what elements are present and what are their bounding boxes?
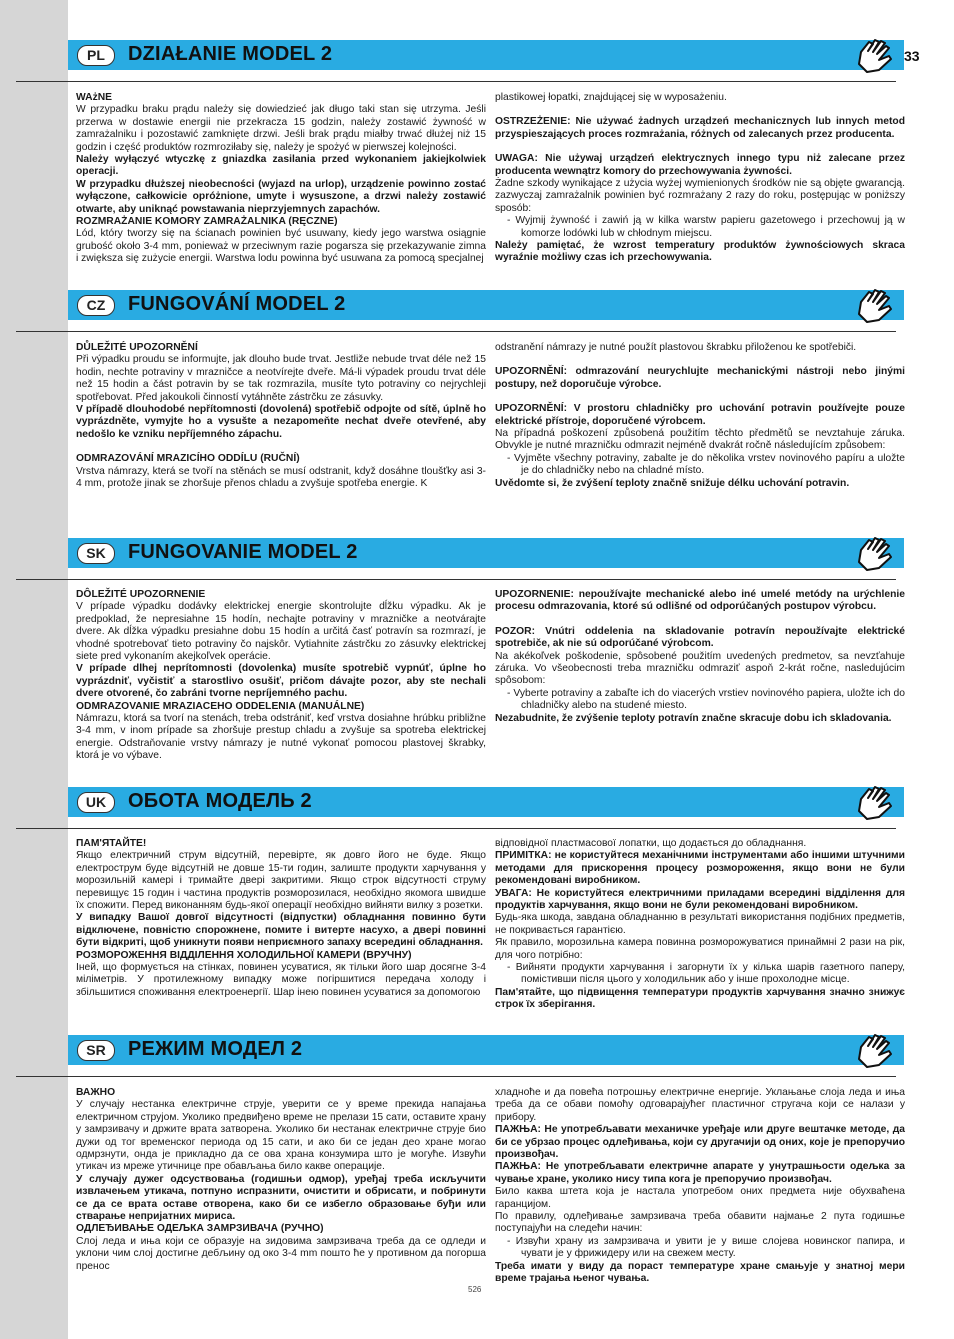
section-header-bar bbox=[68, 290, 904, 320]
header-rule bbox=[16, 1076, 896, 1077]
paragraph: Слој леда и иња који се образује на зидовима замрзивача треба да се одледи и уклони чим слој достигне дебљину од око 3-4 mm пошто ће у противном да погорша пренос bbox=[76, 1235, 486, 1272]
section-title: DZIAŁANIE MODEL 2 bbox=[128, 43, 333, 65]
paragraph: У случају дужег одсуствовања (годишњи одмор), уређај треба искључити извлачењем утикача, потпуно испразнити, очистити и обрисати, и побринути се да се врата оставе отворена, како би се избегло образовање буђи или стварање непријатних мириса. bbox=[76, 1173, 486, 1223]
paragraph: У случају нестанка електричне струје, уверити се у време прекида напајања електричном струјом. Уколико предвиђено време не прелази 15 сати, оставите храну у замрзивачу и држите врата затворена. Уколико би нестанак електричне струје био дужи од тог временског периода од 15 сати, и ако би се један део хране могао одмрзнути, онда је прикладно да се ова храна конзумира што је могуће. Извући утикач из мреже утичнице пре обављања било какве операције. bbox=[76, 1099, 486, 1173]
list-item: - Извући храну из замрзивача и увити је у више слојева новинског папира, и чувати је у фрижидеру или на свежем месту. bbox=[507, 1235, 905, 1260]
text-column-left bbox=[76, 342, 486, 490]
paragraph: Треба имати у виду да пораст температуре хране смањује у знатној мери време трајања њеног чувања. bbox=[495, 1260, 905, 1285]
language-badge: CZ bbox=[77, 295, 115, 316]
footer-page-number: 526 bbox=[468, 1285, 482, 1294]
paragraph-spacer bbox=[76, 441, 486, 453]
header-rule bbox=[16, 331, 896, 332]
paragraph: POZOR: Vnútri oddelenia na skladovanie potravín nepoužívajte elektrické spotrebiče, ak nie sú odporúčané výrobcom. bbox=[495, 625, 905, 650]
paragraph: ODMRAZOVÁNÍ MRAZICÍHO ODDÍLU (RUČNÍ) bbox=[76, 453, 300, 465]
paragraph-spacer bbox=[495, 104, 905, 116]
language-badge: UK bbox=[77, 792, 115, 813]
paragraph: Будь-яка шкода, завдана обладнанню в результаті використання подібних предметів, не покривається гарантією. bbox=[495, 912, 905, 936]
language-badge: SK bbox=[77, 543, 115, 564]
paragraph: Пам'ятайте, що підвищення температури продуктів харчування значно знижує строк їх зберігання. bbox=[495, 986, 905, 1011]
text-column-right bbox=[495, 1087, 905, 1286]
hand-icon bbox=[855, 282, 903, 330]
paragraph: Nezabudnite, že zvýšenie teploty potravín značne skracuje dobu ich skladovania. bbox=[495, 712, 892, 724]
language-badge: PL bbox=[77, 45, 115, 66]
paragraph: W przypadku braku prądu należy się dowiedzieć jak długo taki stan się utrzyma. Jeśli przerwa w dostawie energii nie przekracza 15 godzin, należy zostawić żywność w zamrażalniku i pozostawić zamknięte drzwi. Jeśli brak prądu miałby trwać dłużej niż 15 godzin i część produktów rozmroziłaby się, należy je spożyć w pierwszej kolejności. bbox=[76, 104, 486, 153]
paragraph: РОЗМОРОЖЕННЯ ВІДДІЛЕННЯ ХОЛОДИЛЬНОЇ КАМЕРИ (ВРУЧНУ) bbox=[76, 949, 412, 961]
paragraph: У випадку Вашої довгої відсутності (відпустки) обладнання повинно бути відключене, повністю спорожнене, помите і витерте насухо, а двері повинні бути відкриті, щоб уникнути появи неприємного запаху всередині обладнання. bbox=[76, 912, 486, 949]
text-column-right bbox=[495, 589, 905, 725]
paragraph: odstranění námrazy je nutné použít plastovou škrabku přiloženou ke spotřebiči. bbox=[495, 342, 857, 353]
hand-icon bbox=[855, 530, 903, 578]
paragraph: Било каква штета која је настала употребом оних предмета није обухваћена гаранцијом. bbox=[495, 1186, 905, 1210]
section-title: РЕЖИМ МОДЕЛ 2 bbox=[128, 1038, 303, 1060]
paragraph: WAżNE bbox=[76, 92, 113, 103]
paragraph: Námrazu, ktorá sa tvorí na stenách, treba odstrániť, keď vrstva dosiahne hrúbku približne 3-4 mm, v inom prípade sa zhoršuje prestup chladu a zvyšuje sa spotreba elektrickej energie. Odstraňovanie vrstvy námrazy je nutné vykonať pomocou plastovej škrabky, ktorá je vo výbave. bbox=[76, 713, 486, 762]
paragraph: відповідної пластмасової лопатки, що додається до обладнання. bbox=[495, 838, 807, 849]
list-item: - Wyjmij żywność i zawiń ją w kilka warstw papieru gazetowego i przechowuj ją w komorze lodówki lub w chłodnym miejscu. bbox=[507, 215, 905, 239]
section-title: ОБОТА МОДЕЛЬ 2 bbox=[128, 790, 312, 812]
paragraph: Na případná poškození způsobená použitím těchto předmětů se nevztahuje záruka. Obvykle je nutné mrazničku odmrazit nejméně dvakrát ročně následujícím způsobem: bbox=[495, 428, 905, 452]
text-column-right bbox=[495, 92, 905, 265]
paragraph: Іней, що формується на стінках, повинен усуватися, як тільки його шар досягне 3-4 міліметрів. У протилежному випадку може погіршитися передача холоду і збільшитися споживання електроенергії. Шар інею повинен усуватися за допомогою bbox=[76, 962, 486, 998]
paragraph: OSTRZEŻENIE: Nie używać żadnych urządzeń mechanicznych lub innych metod przyspieszających proces rozmrażania, różnych od zalecanych przez producenta. bbox=[495, 116, 905, 140]
paragraph-spacer bbox=[495, 354, 905, 366]
paragraph: DÔLEŽITÉ UPOZORNENIE bbox=[76, 589, 206, 600]
language-badge: SR bbox=[77, 1040, 115, 1061]
paragraph: V prípade dlhej neprítomnosti (dovolenka) musíte spotrebič vypnúť, úplne ho vyprázdniť, vyčistiť a starostlivo osušiť, pričom dávajte pozor, aby ste nechali dvere otvorené, čo zabráni tvorne nepríjemného pachu. bbox=[76, 663, 486, 700]
list-item: - Вийняти продукти харчування і загорнути їх у кілька шарів газетного паперу, помістивши після цього у холодильник або у інше прохолодне місце. bbox=[507, 962, 905, 986]
section-header-bar bbox=[68, 1035, 904, 1065]
paragraph: Na akékoľvek poškodenie, spôsobené použitím uvedených predmetov, sa nevzťahuje záruka. Vo všeobecnosti treba mrazničku odmraziť aspoň 2-krát ročne, nasledujúcim spôsobom: bbox=[495, 650, 905, 687]
paragraph: Lód, który tworzy się na ścianach powinien być usuwany, kiedy jego warstwa osiągnie grubość około 3-4 mm, ponieważ w przeciwnym razie pogarsza się przekazywanie zimna i zwiększa się zużycie energii. Warstwa lodu powinna być usuwana za pomocą specjalnej bbox=[76, 228, 486, 265]
paragraph: Należy wyłączyć wtyczkę z gniazdka zasilania przed wykonaniem jakiejkolwiek operacji. bbox=[76, 154, 486, 178]
paragraph: UPOZORNENIE: nepoužívajte mechanické alebo iné umelé metódy na urýchlenie procesu odmrazovania, ktoré sú odlišné od odporúčaných postupov výrobcu. bbox=[495, 589, 905, 613]
list-item: - Vyjměte všechny potraviny, zabalte je do několika vrstev novinového papíru a uložte je do chladničky nebo na chladné místo. bbox=[507, 452, 905, 477]
paragraph: V prípade výpadku dodávky elektrickej energie skontrolujte dĺžku výpadku. Ak je predpoklad, že nepresiahne 15 hodín, nechajte potraviny v mrazničke a neotvárajte dvere. Ak dĺžka výpadku presiahne dobu 15 hodín a určitá časť potravín sa rozmrazí, je vhodné spotrebovať tieto potraviny čo najskôr. Vytiahnite zástrčku zo zásuvky elektrickej siete pred vykonaním akejkoľvek operácie. bbox=[76, 601, 486, 663]
header-rule bbox=[16, 828, 896, 829]
paragraph: ОДЛЕЂИВАЊЕ ОДЕЉКА ЗАМРЗИВАЧА (РУЧНО) bbox=[76, 1223, 324, 1235]
paragraph: UPOZORNĚNÍ: V prostoru chladničky pro uchování potravin používejte pouze elektrické přístroje, doporučené výrobcem. bbox=[495, 403, 905, 427]
paragraph: W przypadku dłuższej nieobecności (wyjazd na urlop), urządzenie powinno zostać wyłączone, całkowicie opróżnione, umyte i wysuszone, a drzwi należy zostawić otwarte, aby uniknąć powstawania nieprzyjemnych zapachów. bbox=[76, 178, 486, 215]
hand-icon bbox=[855, 779, 903, 827]
section-header-bar bbox=[68, 787, 904, 817]
paragraph-spacer bbox=[495, 141, 905, 153]
hand-icon bbox=[855, 32, 903, 80]
paragraph: ODMRAZOVANIE MRAZIACEHO ODDELENIA (MANUÁLNE) bbox=[76, 700, 365, 712]
page-number: 33 bbox=[904, 48, 920, 64]
paragraph: ПАЖЊА: Не употребљавати електричне апарате у унутрашњости одељка за чување хране, уколико нису типа кога је препоручио произвођач. bbox=[495, 1161, 905, 1185]
left-gray-margin bbox=[0, 0, 68, 1339]
header-rule bbox=[16, 81, 896, 82]
paragraph: Při výpadku proudu se informujte, jak dlouho bude trvat. Jestliže nebude trvat déle než 15 hodin, nechte potraviny v mrazničce a neotvírejte dveře. Má-li výpadek proudu trvat déle než 15 hodin a část potravin by se tak rozmrazila, musíte tyto potraviny co nejrychleji spotřebovat. Před jakoukoli činností vytáhněte zástrčku ze zásuvky. bbox=[76, 354, 486, 403]
paragraph: Żadne szkody wynikające z użycia wyżej wymienionych środków nie są objęte gwarancją. zazwyczaj zamrażalnik powinien być rozmrażany 2 razy do roku, postępując w poniższy sposób: bbox=[495, 178, 905, 214]
text-column-right bbox=[495, 838, 905, 1012]
paragraph: ROZMRAŻANIE KOMORY ZAMRAŻALNIKA (RĘCZNE) bbox=[76, 216, 338, 228]
text-column-left bbox=[76, 838, 486, 999]
paragraph: UWAGA: Nie używaj urządzeń elektrycznych innego typu niż zalecane przez producenta wewnątrz komory do przechowywania żywności. bbox=[495, 153, 905, 177]
text-column-left bbox=[76, 589, 486, 763]
paragraph: Як правило, морозильна камера повинна розморожуватися принаймні 2 рази на рік, для чого потрібно: bbox=[495, 937, 905, 961]
paragraph: Vrstva námrazy, která se tvoří na stěnách se musí odstranit, když dosáhne tloušťky asi 3-4 mm, protože jinak se zhoršuje přenos chladu a zvyšuje spotřeba energie. K bbox=[76, 465, 486, 490]
list-item: - Vyberte potraviny a zabaľte ich do viacerých vrstiev novinového papiera, uložte ich do chladničky alebo na studené miesto. bbox=[507, 687, 905, 712]
paragraph: ПРИМІТКА: не користуйтеся механічними інструментами або іншими штучними методами для прискорення процесу розмороження, якщо вони не були рекомендовані виробником. bbox=[495, 850, 905, 887]
paragraph: Uvědomte si, že zvýšení teploty značně snižuje délku uchování potravin. bbox=[495, 477, 850, 489]
paragraph-spacer bbox=[495, 391, 905, 403]
paragraph: V případě dlouhodobé nepřítomnosti (dovolená) spotřebič odpojte od sítě, úplně ho vyprázdněte, vymyjte ho a vysušte a nezapomeňte nechat dveře otevřené, aby nedošlo ke vzniku nepříjemného zápachu. bbox=[76, 404, 486, 440]
paragraph: Należy pamiętać, że wzrost temperatury produktów żywnościowych skraca wyraźnie możliwy czas ich przechowywania. bbox=[495, 240, 905, 264]
hand-icon bbox=[855, 1027, 903, 1075]
section-header-bar bbox=[68, 538, 904, 568]
paragraph: По правилу, одлеђивање замрзивача треба обавити најмање 2 пута годишње поступајући на следећи начин: bbox=[495, 1211, 905, 1235]
paragraph: ВАЖНО bbox=[76, 1087, 116, 1098]
text-column-left bbox=[76, 92, 486, 266]
text-column-right bbox=[495, 342, 905, 490]
paragraph: plastikowej łopatki, znajdującej się w wyposażeniu. bbox=[495, 92, 727, 103]
section-header-bar bbox=[68, 40, 904, 70]
text-column-left bbox=[76, 1087, 486, 1273]
paragraph: хладноће и да повећа потрошњу електричне енергије. Уклањање слоја леда и иња треба да се обави помоћу одговарајућег пластичног стругача који се налази у прибору. bbox=[495, 1087, 905, 1123]
header-rule bbox=[16, 579, 896, 580]
section-title: FUNGOVANIE MODEL 2 bbox=[128, 541, 358, 563]
paragraph-spacer bbox=[495, 614, 905, 626]
section-title: FUNGOVÁNÍ MODEL 2 bbox=[128, 293, 346, 315]
paragraph: DŮLEŽITÉ UPOZORNĚNÍ bbox=[76, 342, 198, 353]
paragraph: УВАГА: Не користуйтеся електричними приладами всередині відділення для продуктів харчування, якщо вони не були рекомендовані виробником. bbox=[495, 887, 905, 912]
paragraph: ПАЖЊА: Не употребљавати механичке уређаје или друге вештачке методе, да би се убрзао процес одлеђивања, који су другачији од оних, које је препоручио произвођач. bbox=[495, 1124, 905, 1161]
paragraph: UPOZORNĚNÍ: odmrazování neurychlujte mechanickými nástroji nebo jinými postupy, než doporučuje výrobce. bbox=[495, 366, 905, 390]
paragraph: ПАМ'ЯТАЙТЕ! bbox=[76, 838, 147, 849]
paragraph: Якщо електричний струм відсутній, перевірте, як довго його не буде. Якщо електрострум буде відсутній не довше 15-ти годин, залиште продукти харчування у морозильній камері і тримайте двері закритими. Якщо строк відсутності струму перевищує 15 годин і частина продуктів розморозилася, необхідно якомога швидше їх спожити. Перед виконанням будь-якої операції необхідно вийняти вилку з розетки. bbox=[76, 850, 486, 912]
